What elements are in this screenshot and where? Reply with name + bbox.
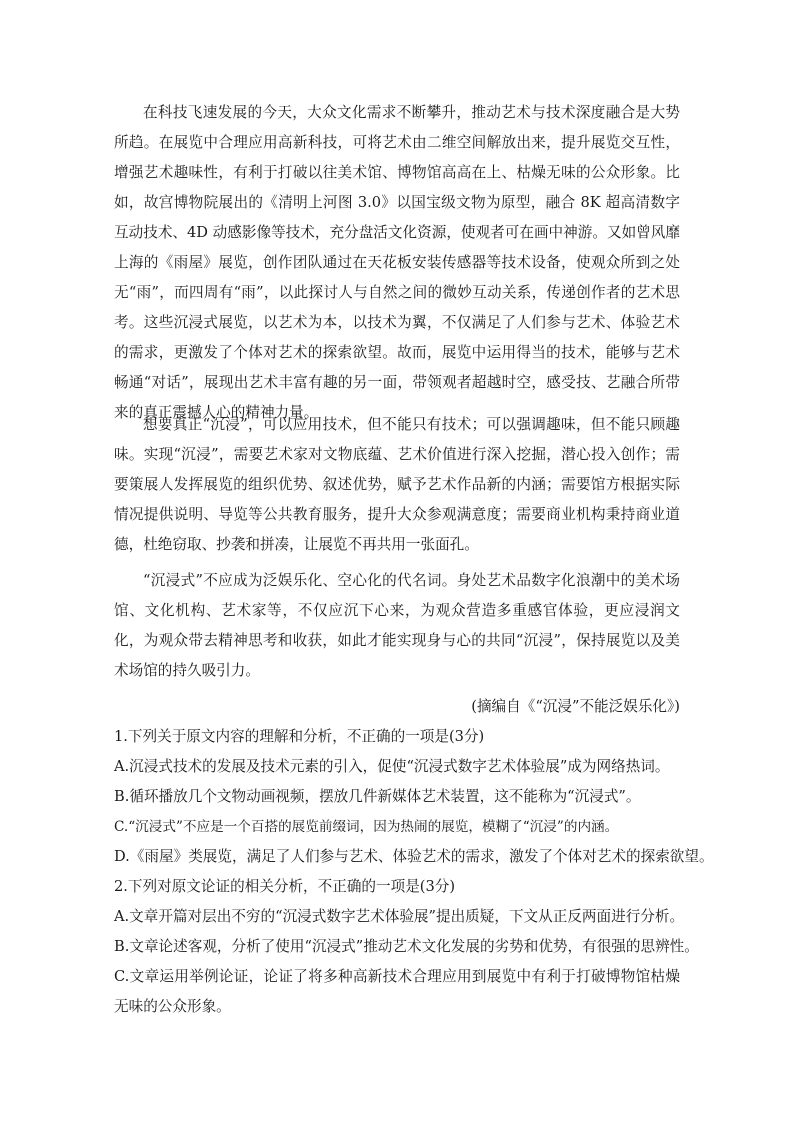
question-1-option-b: B.循环播放几个文物动画视频，摆放几件新媒体艺术装置，这不能称为“沉浸式”。 — [114, 788, 641, 805]
questions-section — [114, 722, 714, 1022]
paragraph-text: “沉浸式”不应成为泛娱乐化、空心化的代名词。身处艺术品数字化浪潮中的美术场馆、文化机构、艺术家等，不仅应沉下心来，为观众营造多重感官体验，更应浸润文化，为观众带去精神思考和收获，如此才能实现身与心的共同“沉浸”，保持展览以及美术场馆的持久吸引力。 — [114, 572, 680, 679]
article-paragraph-2 — [114, 410, 680, 560]
question-2-option-a: A.文章开篇对层出不穷的“沉浸式数字艺术体验展”提出质疑，下文从正反两面进行分析。 — [114, 908, 685, 925]
source-citation: (摘编自《“沉浸”不能泛娱乐化》) — [471, 698, 680, 715]
question-1-option-d: D.《雨屋》类展览，满足了人们参与艺术、体验艺术的需求，激发了个体对艺术的探索欲望。 — [114, 848, 714, 865]
paragraph-text: 想要真正“沉浸”，可以应用技术，但不能只有技术；可以强调趣味，但不能只顾趣味。实现“沉浸”，需要艺术家对文物底蕴、艺术价值进行深入挖掘，潜心投入创作；需要策展人发挥展览的组织优势、叙述优势，赋予艺术作品新的内涵；需要馆方根据实际情况提供说明、导览等公共教育服务，提升大众参观满意度；需要商业机构秉持商业道德，杜绝窃取、抄袭和拼凑，让展览不再共用一张面孔。 — [114, 416, 680, 553]
question-1-stem: 1.下列关于原文内容的理解和分析，不正确的一项是(3分) — [114, 728, 485, 745]
article-paragraph-3 — [114, 566, 680, 686]
article-paragraph-1 — [114, 98, 680, 428]
question-2-stem: 2.下列对原文论证的相关分析，不正确的一项是(3分) — [114, 878, 456, 895]
question-2-option-b: B.文章论述客观，分析了使用“沉浸式”推动艺术文化发展的劣势和优势，有很强的思辨性。 — [114, 938, 699, 955]
question-2-option-c: C.文章运用举例论证，论证了将多种高新技术合理应用到展览中有利于打破博物馆枯燥无味的公众形象。 — [114, 968, 680, 1015]
paragraph-text: 在科技飞速发展的今天，大众文化需求不断攀升，推动艺术与技术深度融合是大势所趋。在展览中合理应用高新科技，可将艺术由二维空间解放出来，提升展览交互性，增强艺术趣味性，有利于打破以往美术馆、博物馆高高在上、枯燥无味的公众形象。比如，故宫博物院展出的《清明上河图 3.0》以国宝级文物为原型，融合 8K 超高清数字互动技术、4D 动感影像等技术，充分盘活文化资源，使观者可在画中神游。又如曾风靡上海的《雨屋》展览，创作团队通过在天花板安装传感器等技术设备，使观众所到之处无“雨”，而四周有“雨”，以此探讨人与自然之间的微妙互动关系，传递创作者的艺术思考。这些沉浸式展览，以艺术为本，以技术为翼，不仅满足了人们参与艺术、体验艺术的需求，更激发了个体对艺术的探索欲望。故而，展览中运用得当的技术，能够与艺术畅通“对话”，展现出艺术丰富有趣的另一面，带领观者超越时空，感受技、艺融合所带来的真正震撼人心的精神力量。 — [114, 104, 680, 421]
question-1-option-c: C.“沉浸式”不应是一个百搭的展览前缀词，因为热闹的展览，模糊了“沉浸”的内涵。 — [114, 819, 619, 835]
question-1-option-a: A.沉浸式技术的发展及技术元素的引入，促使“沉浸式数字艺术体验展”成为网络热词。 — [114, 758, 670, 775]
